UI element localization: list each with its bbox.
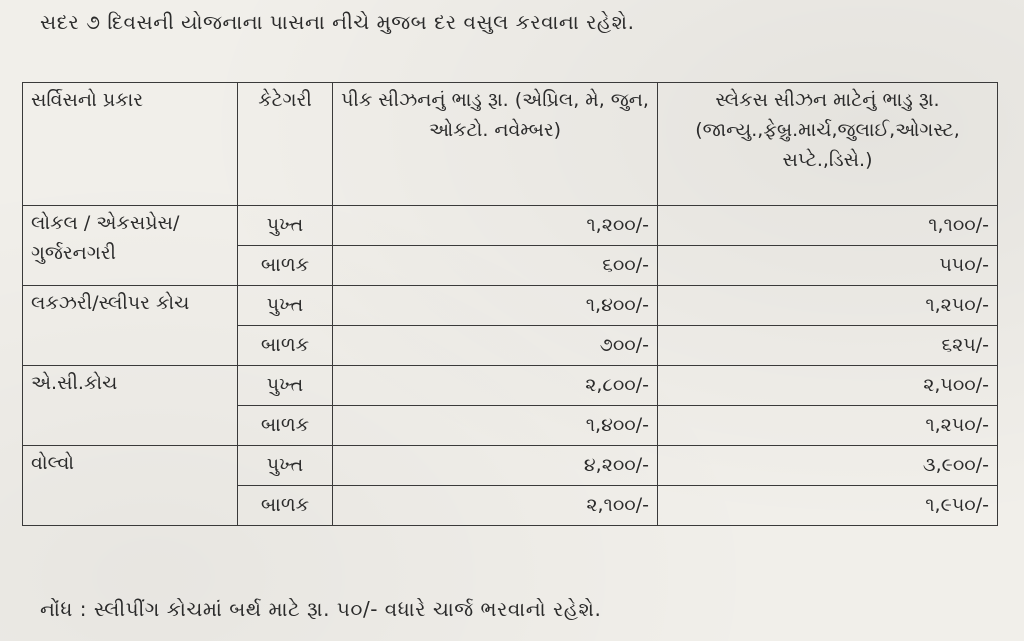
slack-fare-cell: ૧,૨૫૦/-	[658, 406, 998, 446]
category-cell: બાળક	[238, 486, 333, 526]
service-name: લોકલ / એકસપ્રેસ/ ગુર્જરનગરી	[23, 206, 238, 286]
category-cell: બાળક	[238, 246, 333, 286]
category-cell: બાળક	[238, 406, 333, 446]
slack-fare-cell: ૬૨૫/-	[658, 326, 998, 366]
category-cell: પુખ્ત	[238, 446, 333, 486]
slack-fare-cell: ૫૫૦/-	[658, 246, 998, 286]
header-category: કેટેગરી	[238, 83, 333, 206]
peak-fare-cell: ૧,૪૦૦/-	[333, 406, 658, 446]
header-peak-season-fare: પીક સીઝનનું ભાડુ રૂા. (એપ્રિલ, મે, જુન, ઓકટો. નવેમ્બર)	[333, 83, 658, 206]
table-row	[23, 366, 998, 406]
header-service-type: સર્વિસનો પ્રકાર	[23, 83, 238, 206]
table-row	[23, 206, 998, 246]
fare-table	[22, 82, 998, 526]
category-cell: પુખ્ત	[238, 366, 333, 406]
category-cell: પુખ્ત	[238, 206, 333, 246]
peak-fare-cell: ૭૦૦/-	[333, 326, 658, 366]
slack-fare-cell: ૧,૧૦૦/-	[658, 206, 998, 246]
service-name: એ.સી.કોચ	[23, 366, 238, 446]
intro-text: સદર ૭ દિવસની યોજનાના પાસના નીચે મુજબ દર વસુલ કરવાના રહેશે.	[40, 10, 635, 34]
peak-fare-cell: ૪,૨૦૦/-	[333, 446, 658, 486]
table-header-row	[23, 83, 998, 206]
table-row	[23, 286, 998, 326]
slack-fare-cell: ૩,૯૦૦/-	[658, 446, 998, 486]
slack-fare-cell: ૨,૫૦૦/-	[658, 366, 998, 406]
footnote-text: નોંધ : સ્લીપીંગ કોચમાં બર્થ માટે રૂા. ૫૦/- વધારે ચાર્જ ભરવાનો રહેશે.	[40, 597, 602, 621]
category-cell: બાળક	[238, 326, 333, 366]
peak-fare-cell: ૨,૧૦૦/-	[333, 486, 658, 526]
slack-fare-cell: ૧,૯૫૦/-	[658, 486, 998, 526]
slack-fare-cell: ૧,૨૫૦/-	[658, 286, 998, 326]
peak-fare-cell: ૬૦૦/-	[333, 246, 658, 286]
service-name: વોલ્વો	[23, 446, 238, 526]
header-slack-season-fare: સ્લેકસ સીઝન માટેનું ભાડુ રૂા. (જાન્યુ.,ફેબ્રુ.માર્ચ,જુલાઈ,ઓગસ્ટ, સપ્ટે.,ડિસે.)	[658, 83, 998, 206]
peak-fare-cell: ૨,૮૦૦/-	[333, 366, 658, 406]
peak-fare-cell: ૧,૨૦૦/-	[333, 206, 658, 246]
category-cell: પુખ્ત	[238, 286, 333, 326]
peak-fare-cell: ૧,૪૦૦/-	[333, 286, 658, 326]
table-row	[23, 446, 998, 486]
service-name: લકઝરી/સ્લીપર કોચ	[23, 286, 238, 366]
